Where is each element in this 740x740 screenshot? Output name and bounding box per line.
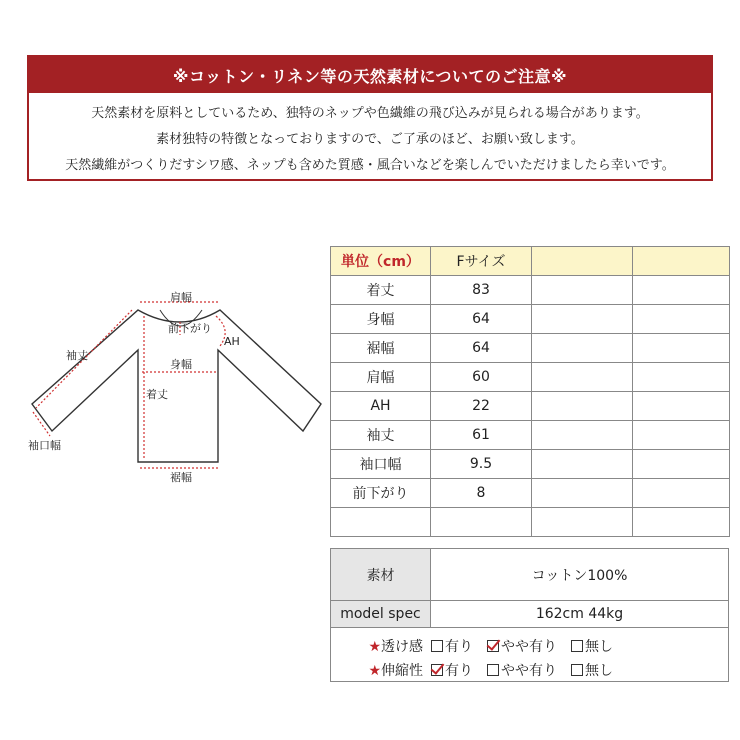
row-empty <box>532 363 633 392</box>
table-row <box>331 450 730 479</box>
option-yes <box>431 636 473 656</box>
care-notice-box <box>27 55 713 181</box>
row-value: 64 <box>431 334 532 363</box>
row-empty <box>633 363 730 392</box>
notice-body <box>29 93 711 179</box>
row-empty <box>532 421 633 450</box>
option-none <box>571 660 613 680</box>
table-row <box>331 479 730 508</box>
attribute-sheerness <box>331 634 728 658</box>
notice-line: 天然繊維がつくりだすシワ感、ネップも含めた質感・風合いなどを楽しんでいただけましたら幸いです。 <box>65 158 675 173</box>
option-none <box>571 636 613 656</box>
row-value: 22 <box>431 392 532 421</box>
model-spec-value: 162cm 44kg <box>535 606 624 622</box>
row-label: 前下がり <box>331 479 431 508</box>
spec-box <box>330 548 729 682</box>
label-body-width: 身幅 <box>170 358 192 371</box>
attribute-label <box>331 660 431 680</box>
star-icon: ★ <box>368 639 381 655</box>
checkbox-checked-icon <box>431 664 443 676</box>
notice-line: 天然素材を原料としているため、独特のネップや色繊維の飛び込みが見られる場合があります。 <box>91 106 649 121</box>
label-shoulder-width: 肩幅 <box>170 291 192 304</box>
row-label: 着丈 <box>331 276 431 305</box>
model-spec-row <box>331 601 728 628</box>
row-label: 身幅 <box>331 305 431 334</box>
option-text: 有り <box>445 663 473 679</box>
material-label: 素材 <box>331 549 431 600</box>
row-empty <box>532 450 633 479</box>
row-empty <box>532 479 633 508</box>
row-empty <box>532 305 633 334</box>
label-sleeve-length: 袖丈 <box>66 349 88 362</box>
row-label: 袖丈 <box>331 421 431 450</box>
row-value: 83 <box>431 276 532 305</box>
row-label: AH <box>331 392 431 421</box>
row-empty <box>633 508 730 537</box>
row-empty <box>633 334 730 363</box>
checkbox-icon <box>431 640 443 652</box>
row-empty <box>532 392 633 421</box>
checkbox-icon <box>571 640 583 652</box>
option-somewhat <box>487 660 557 680</box>
row-empty <box>633 305 730 334</box>
measurement-diagram <box>20 280 330 490</box>
table-row <box>331 421 730 450</box>
row-empty <box>633 479 730 508</box>
material-row <box>331 549 728 601</box>
option-text: 無し <box>585 639 613 655</box>
row-empty <box>532 276 633 305</box>
checkbox-checked-icon <box>487 640 499 652</box>
notice-title: ※コットン・リネン等の天然素材についてのご注意※ <box>29 57 711 93</box>
attribute-stretch <box>331 658 728 682</box>
row-label: 裾幅 <box>331 334 431 363</box>
garment-outline <box>20 280 330 490</box>
label-length: 着丈 <box>146 388 168 401</box>
row-value <box>431 508 532 537</box>
option-yes <box>431 660 473 680</box>
row-label <box>331 508 431 537</box>
header-unit: 単位（cm） <box>331 247 431 276</box>
header-size: Fサイズ <box>431 247 532 276</box>
label-armhole: AH <box>224 335 240 348</box>
row-value: 64 <box>431 305 532 334</box>
header-empty <box>532 247 633 276</box>
table-row <box>331 508 730 537</box>
row-empty <box>633 450 730 479</box>
size-table <box>330 246 730 537</box>
row-empty <box>532 508 633 537</box>
option-text: 無し <box>585 663 613 679</box>
table-row <box>331 276 730 305</box>
row-empty <box>633 276 730 305</box>
label-neck-drop: 前下がり <box>168 322 212 335</box>
row-label: 肩幅 <box>331 363 431 392</box>
row-label: 袖口幅 <box>331 450 431 479</box>
checkbox-icon <box>487 664 499 676</box>
attribute-name: 伸縮性 <box>381 663 423 679</box>
row-value: 8 <box>431 479 532 508</box>
row-empty <box>532 334 633 363</box>
model-spec-label: model spec <box>331 601 431 627</box>
option-text: やや有り <box>501 663 557 679</box>
option-text: 有り <box>445 639 473 655</box>
row-empty <box>633 421 730 450</box>
attribute-label <box>331 636 431 656</box>
table-row <box>331 334 730 363</box>
label-cuff-width: 袖口幅 <box>28 439 61 452</box>
option-somewhat <box>487 636 557 656</box>
header-empty <box>633 247 730 276</box>
row-value: 60 <box>431 363 532 392</box>
size-table-header <box>331 247 730 276</box>
attribute-name: 透け感 <box>381 639 423 655</box>
attribute-list <box>331 628 728 682</box>
checkbox-icon <box>571 664 583 676</box>
row-empty <box>633 392 730 421</box>
row-value: 9.5 <box>431 450 532 479</box>
label-hem-width: 裾幅 <box>170 471 192 484</box>
row-value: 61 <box>431 421 532 450</box>
table-row <box>331 392 730 421</box>
option-text: やや有り <box>501 639 557 655</box>
material-value: コットン100% <box>531 567 628 584</box>
table-row <box>331 305 730 334</box>
star-icon: ★ <box>368 663 381 679</box>
table-row <box>331 363 730 392</box>
notice-line: 素材独特の特徴となっておりますので、ご了承のほど、お願い致します。 <box>156 132 584 147</box>
